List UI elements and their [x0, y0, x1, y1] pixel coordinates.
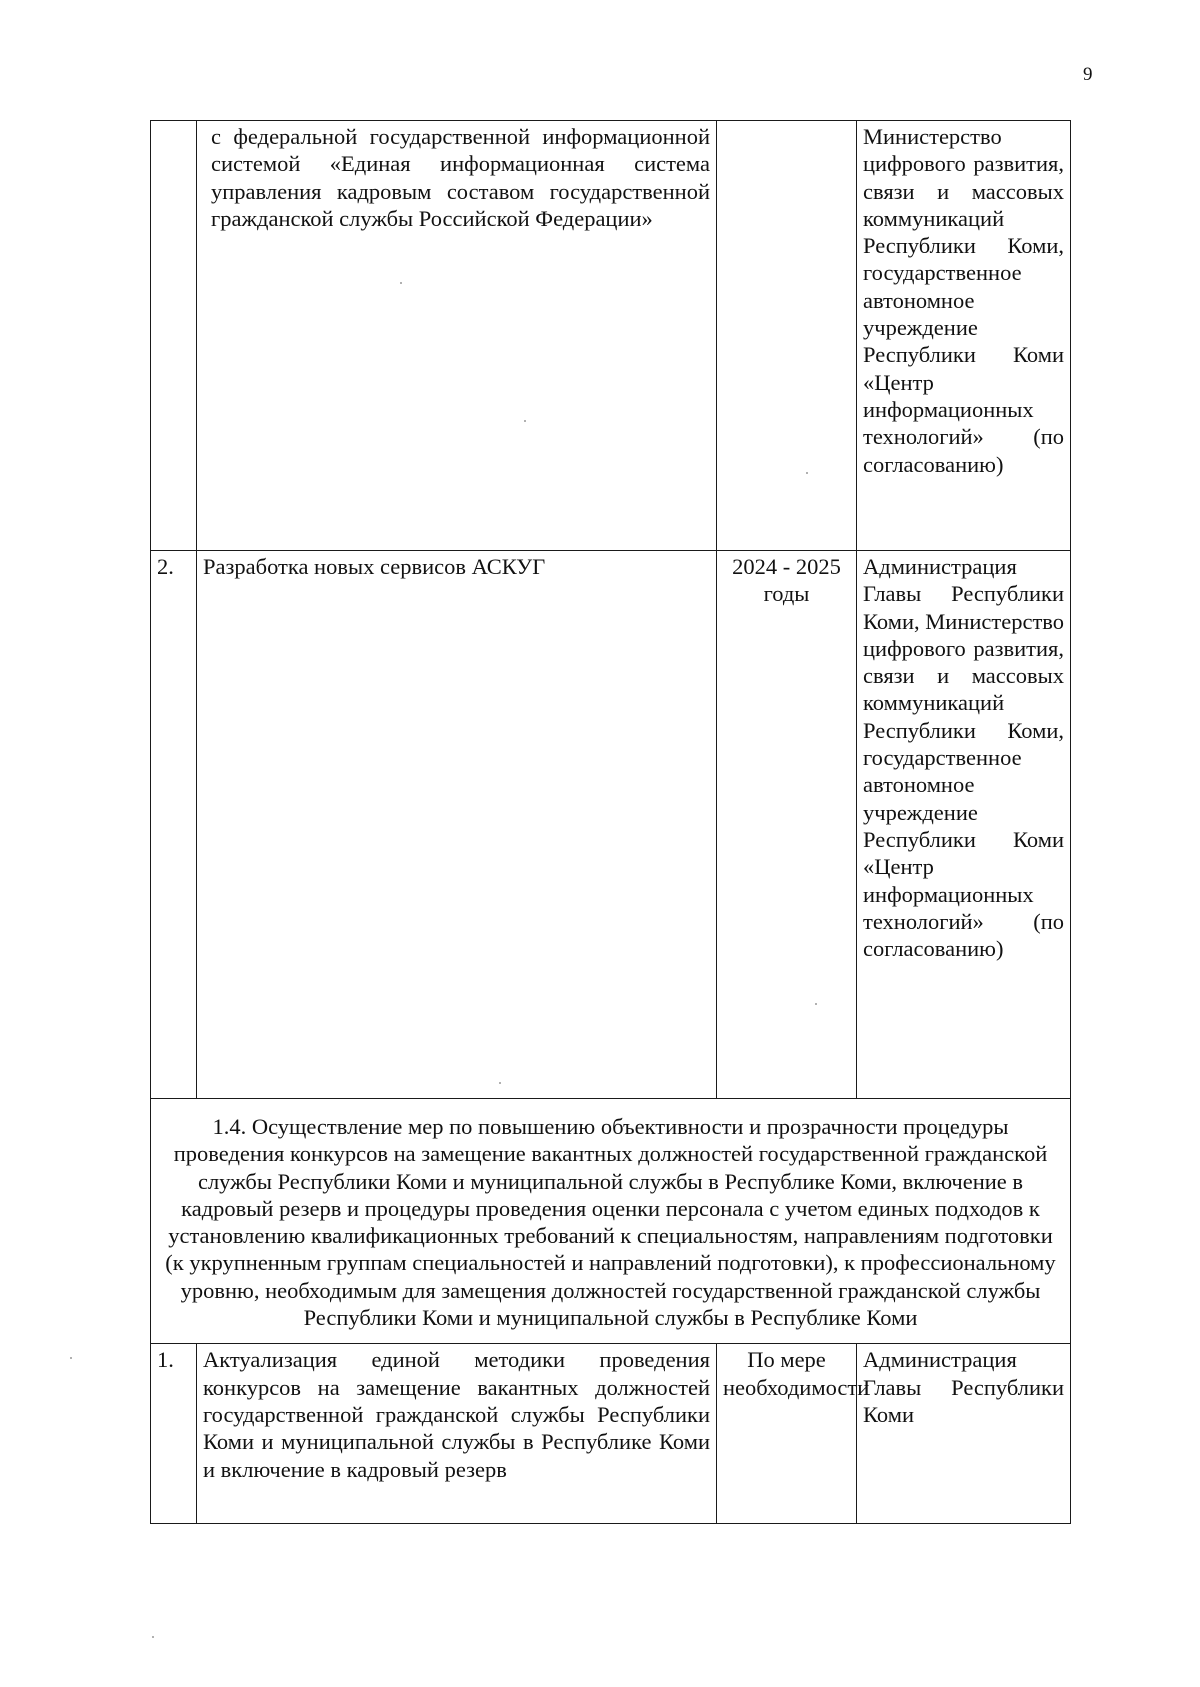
executor-cell: Администрация Главы Республики Коми	[857, 1344, 1071, 1524]
row-number-cell: 2.	[151, 551, 197, 1099]
activity-cell: Разработка новых сервисов АСКУГ	[197, 551, 717, 1099]
scan-speck	[499, 1082, 501, 1084]
section-heading: 1.4. Осуществление мер по повышению объективности и прозрачности процедуры проведения конкурсов на замещение вакантных должностей государственной гражданской службы Республики Коми и муниципальной службы в Республике Коми, включение в кадровый резерв и процедуры проведения оценки персонала с учетом единых подходов к установлению квалификационных требований к специальностям, направлениям подготовки (к укрупненным группам специальностей и направлений подготовки), к профессиональному уровню, необходимым для замещения должностей государственной гражданской службы Республики Коми и муниципальной службы в Республике Коми	[151, 1099, 1071, 1344]
activity-cell: Актуализация единой методики проведения конкурсов на замещение вакантных должностей государственной гражданской службы Республики Коми и муниципальной службы в Республике Коми и включение в кадровый резерв	[197, 1344, 717, 1524]
row-number-cell: 1.	[151, 1344, 197, 1524]
term-cell: По мере необходимости	[717, 1344, 857, 1524]
table-row	[151, 551, 1071, 1099]
activity-cell: с федеральной государственной информационной системой «Единая информационная система управления кадровым составом государственной гражданской службы Российской Федерации»	[197, 121, 717, 551]
row-number-cell	[151, 121, 197, 551]
scan-speck	[815, 1003, 817, 1005]
table-row	[151, 121, 1071, 551]
executor-cell: Администрация Главы Республики Коми, Министерство цифрового развития, связи и массовых коммуникаций Республики Коми, государственное автономное учреждение Республики Коми «Центр информационных технологий» (по согласованию)	[857, 551, 1071, 1099]
executor-cell: Министерство цифрового развития, связи и массовых коммуникаций Республики Коми, государственное автономное учреждение Республики Коми «Центр информационных технологий» (по согласованию)	[857, 121, 1071, 551]
scan-speck	[806, 472, 808, 474]
section-heading-row	[151, 1099, 1071, 1344]
scan-speck	[152, 1636, 154, 1638]
scan-speck	[524, 420, 526, 422]
measures-table	[150, 120, 1071, 1524]
scan-speck	[400, 282, 402, 284]
page-number: 9	[1083, 64, 1093, 85]
term-cell	[717, 121, 857, 551]
table-row	[151, 1344, 1071, 1524]
scan-speck	[70, 1357, 72, 1359]
term-cell: 2024 - 2025 годы	[717, 551, 857, 1099]
